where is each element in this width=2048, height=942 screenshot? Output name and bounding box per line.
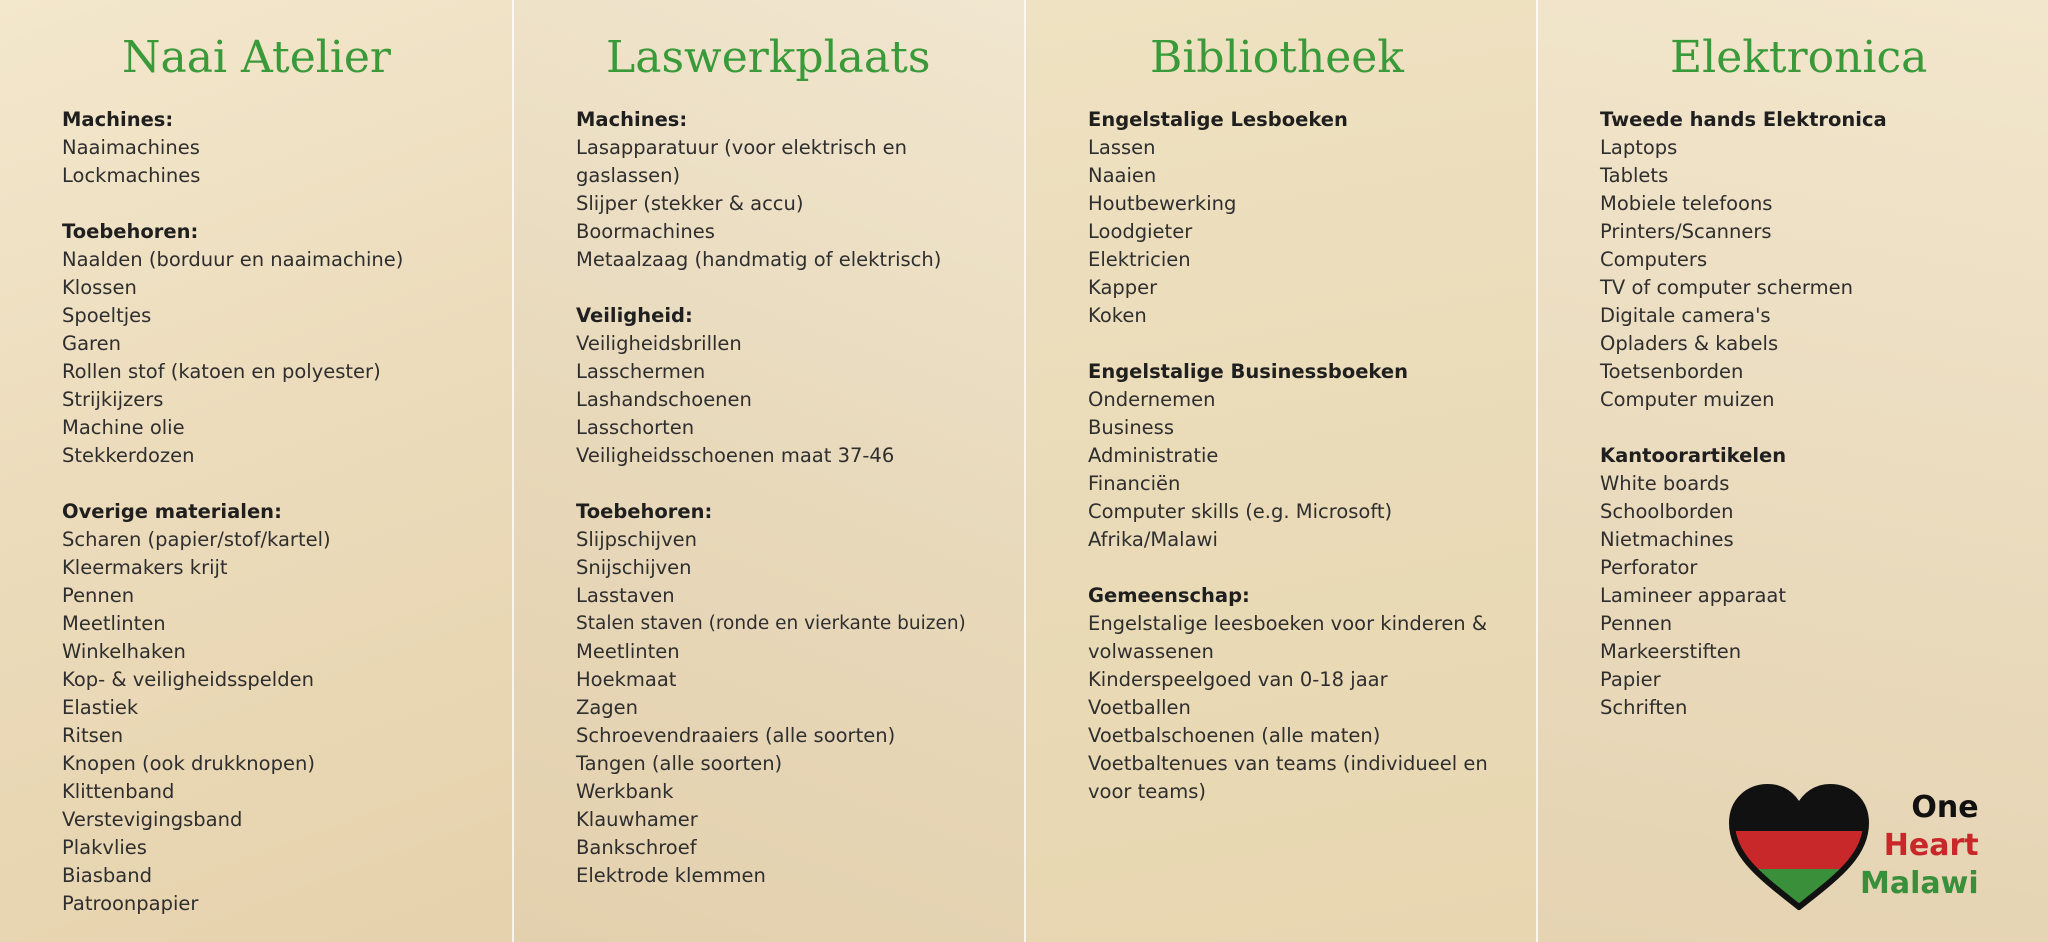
list-item: Stekkerdozen bbox=[62, 444, 195, 467]
list-item: Ondernemen bbox=[1088, 388, 1216, 411]
list-item: Kleermakers krijt bbox=[62, 556, 228, 579]
list-item: Lasstaven bbox=[576, 584, 675, 607]
list-item: Werkbank bbox=[576, 780, 674, 803]
logo-text bbox=[1860, 789, 1979, 903]
list-item: Lasschermen bbox=[576, 360, 706, 383]
list-item: Lasschorten bbox=[576, 416, 695, 439]
list-item: Kapper bbox=[1088, 276, 1158, 299]
section-heading: Engelstalige Lesboeken bbox=[1088, 108, 1348, 131]
list-item: Slijper (stekker & accu) bbox=[576, 192, 804, 215]
list-item: Kop- & veiligheidsspelden bbox=[62, 668, 314, 691]
section-engelstalige-lesboeken bbox=[1088, 106, 1536, 330]
section-heading: Gemeenschap: bbox=[1088, 584, 1250, 607]
list-item: Lockmachines bbox=[62, 164, 201, 187]
list-item: Printers/Scanners bbox=[1600, 220, 1772, 243]
list-item: Boormachines bbox=[576, 220, 715, 243]
list-item: Spoeltjes bbox=[62, 304, 152, 327]
list-item: Knopen (ook drukknopen) bbox=[62, 752, 315, 775]
list-item: Strijkijzers bbox=[62, 388, 164, 411]
list-item: Meetlinten bbox=[62, 612, 166, 635]
list-item: Opladers & kabels bbox=[1600, 332, 1779, 355]
list-item: Schoolborden bbox=[1600, 500, 1734, 523]
list-item: Pennen bbox=[62, 584, 135, 607]
list-item: Biasband bbox=[62, 864, 152, 887]
section-tweede-hands-elektronica bbox=[1600, 106, 2048, 414]
section-heading: Overige materialen: bbox=[62, 500, 282, 523]
column-title: Laswerkplaats bbox=[606, 32, 931, 83]
logo-line-one: One bbox=[1911, 790, 1979, 825]
list-item: Naalden (borduur en naaimachine) bbox=[62, 248, 404, 271]
list-item: Laptops bbox=[1600, 136, 1678, 159]
list-item: Stalen staven (ronde en vierkante buizen) bbox=[576, 613, 966, 634]
list-item: Tangen (alle soorten) bbox=[576, 752, 783, 775]
column-title: Bibliotheek bbox=[1150, 32, 1404, 83]
list-item: TV of computer schermen bbox=[1600, 276, 1853, 299]
section-heading: Veiligheid: bbox=[576, 304, 693, 327]
list-item: Zagen bbox=[576, 696, 639, 719]
list-item: Business bbox=[1088, 416, 1174, 439]
list-item: Digitale camera's bbox=[1600, 304, 1771, 327]
section-kantoorartikelen bbox=[1600, 442, 2048, 722]
list-item: Naaimachines bbox=[62, 136, 200, 159]
list-item: Kinderspeelgoed van 0-18 jaar bbox=[1088, 668, 1388, 691]
heart-flag-icon bbox=[1724, 779, 1874, 914]
list-item: White boards bbox=[1600, 472, 1730, 495]
section-heading: Machines: bbox=[576, 108, 688, 131]
list-item: Elastiek bbox=[62, 696, 139, 719]
column-naai-atelier bbox=[0, 0, 512, 942]
section-heading: Machines: bbox=[62, 108, 174, 131]
section-heading: Tweede hands Elektronica bbox=[1600, 108, 1887, 131]
list-item: Computers bbox=[1600, 248, 1708, 271]
list-item: Lamineer apparaat bbox=[1600, 584, 1787, 607]
list-item: Markeerstiften bbox=[1600, 640, 1742, 663]
logo-line-malawi: Malawi bbox=[1860, 866, 1979, 901]
logo-line-heart: Heart bbox=[1883, 828, 1979, 863]
list-item: Tablets bbox=[1600, 164, 1669, 187]
list-item: Elektrode klemmen bbox=[576, 864, 766, 887]
section-machines bbox=[576, 106, 1024, 274]
list-item: Lassen bbox=[1088, 136, 1156, 159]
list-item: Ritsen bbox=[62, 724, 124, 747]
list-item: Verstevigingsband bbox=[62, 808, 243, 831]
list-item: Mobiele telefoons bbox=[1600, 192, 1773, 215]
section-engelstalige-businessboeken bbox=[1088, 358, 1536, 554]
list-item: Patroonpapier bbox=[62, 892, 199, 915]
list-item: Voetballen bbox=[1088, 696, 1191, 719]
section-gemeenschap bbox=[1088, 582, 1536, 806]
section-heading: Engelstalige Businessboeken bbox=[1088, 360, 1408, 383]
list-item: Veiligheidsbrillen bbox=[576, 332, 742, 355]
column-elektronica bbox=[1536, 0, 2048, 942]
column-title: Naai Atelier bbox=[122, 32, 391, 83]
list-item: Klossen bbox=[62, 276, 137, 299]
list-item: Klittenband bbox=[62, 780, 175, 803]
list-item: Elektricien bbox=[1088, 248, 1191, 271]
section-toebehoren bbox=[62, 218, 512, 470]
list-item: Slijpschijven bbox=[576, 528, 697, 551]
list-item: Schroevendraaiers (alle soorten) bbox=[576, 724, 896, 747]
list-item: Papier bbox=[1600, 668, 1661, 691]
list-item: Garen bbox=[62, 332, 122, 355]
list-item: Nietmachines bbox=[1600, 528, 1734, 551]
list-item: Hoekmaat bbox=[576, 668, 677, 691]
list-item: Klauwhamer bbox=[576, 808, 698, 831]
list-item: Machine olie bbox=[62, 416, 185, 439]
list-item: Plakvlies bbox=[62, 836, 147, 859]
list-item: Computer muizen bbox=[1600, 388, 1775, 411]
list-item: Rollen stof (katoen en polyester) bbox=[62, 360, 381, 383]
list-item: Bankschroef bbox=[576, 836, 697, 859]
section-heading: Toebehoren: bbox=[62, 220, 199, 243]
section-heading: Toebehoren: bbox=[576, 500, 713, 523]
list-item: Lasapparatuur (voor elektrisch en gaslassen) bbox=[576, 136, 907, 187]
column-bibliotheek bbox=[1024, 0, 1536, 942]
list-item: Voetbalschoenen (alle maten) bbox=[1088, 724, 1381, 747]
section-overige-materialen bbox=[62, 498, 512, 918]
column-laswerkplaats bbox=[512, 0, 1024, 942]
list-item: Financiën bbox=[1088, 472, 1181, 495]
list-item: Lashandschoenen bbox=[576, 388, 752, 411]
list-item: Toetsenborden bbox=[1600, 360, 1744, 383]
list-item: Meetlinten bbox=[576, 640, 680, 663]
section-heading: Kantoorartikelen bbox=[1600, 444, 1787, 467]
column-title: Elektronica bbox=[1670, 32, 1928, 83]
list-item: Naaien bbox=[1088, 164, 1157, 187]
list-item: Veiligheidsschoenen maat 37-46 bbox=[576, 444, 895, 467]
section-veiligheid bbox=[576, 302, 1024, 470]
section-machines bbox=[62, 106, 512, 190]
list-item: Administratie bbox=[1088, 444, 1219, 467]
list-item: Engelstalige leesboeken voor kinderen & volwassenen bbox=[1088, 612, 1488, 663]
list-item: Afrika/Malawi bbox=[1088, 528, 1218, 551]
list-item: Snijschijven bbox=[576, 556, 692, 579]
section-toebehoren bbox=[576, 498, 1024, 890]
list-item: Houtbewerking bbox=[1088, 192, 1237, 215]
list-item: Schriften bbox=[1600, 696, 1688, 719]
list-item: Scharen (papier/stof/kartel) bbox=[62, 528, 331, 551]
list-item: Perforator bbox=[1600, 556, 1698, 579]
list-item: Pennen bbox=[1600, 612, 1673, 635]
list-item: Winkelhaken bbox=[62, 640, 186, 663]
list-item: Metaalzaag (handmatig of elektrisch) bbox=[576, 248, 942, 271]
one-heart-malawi-logo bbox=[1724, 776, 2024, 916]
list-item: Computer skills (e.g. Microsoft) bbox=[1088, 500, 1393, 523]
list-item: Koken bbox=[1088, 304, 1147, 327]
list-item: Loodgieter bbox=[1088, 220, 1193, 243]
list-item: Voetbaltenues van teams (individueel en voor teams) bbox=[1088, 752, 1488, 803]
